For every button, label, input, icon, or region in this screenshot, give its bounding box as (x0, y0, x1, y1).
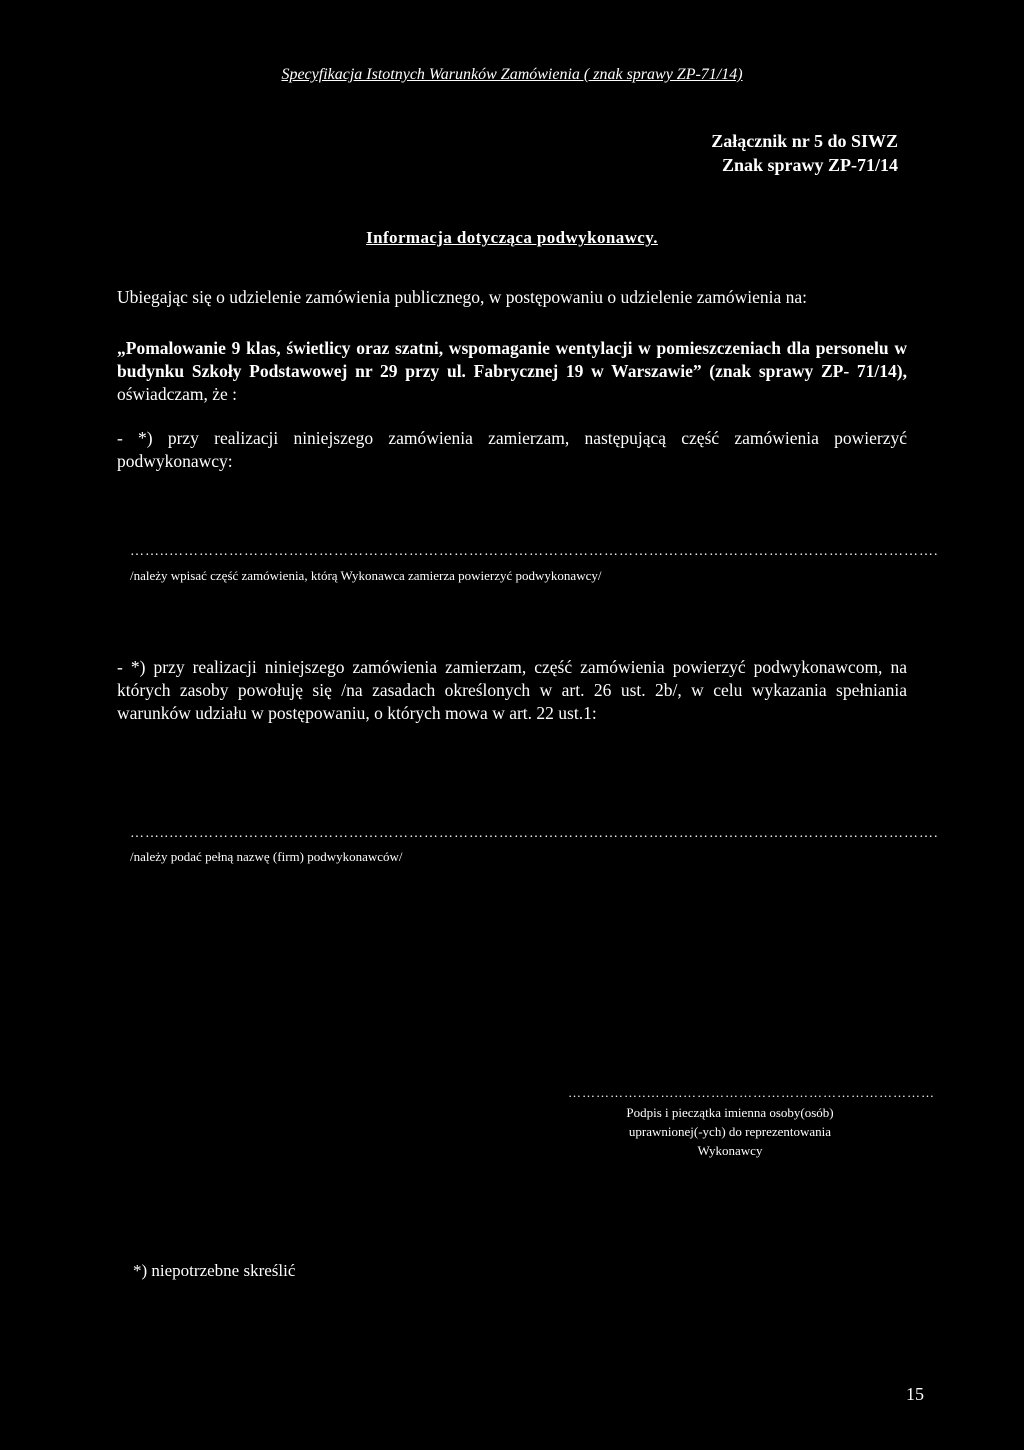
attachment-label (711, 129, 898, 177)
footnote: *) niepotrzebne skreślić (133, 1261, 296, 1280)
option-1-fill-line: ……..………………………………………………………………………………………………………………………………………. (130, 544, 939, 559)
signature-line: ……………..……..……………………………………………… (568, 1085, 935, 1100)
attachment-number: Załącznik nr 5 do SIWZ (711, 131, 898, 151)
option-2-fill-line: ……..………………………………………………………………………………………………………………………………………. (130, 826, 939, 841)
document-header: Specyfikacja Istotnych Warunków Zamówienia ( znak sprawy ZP-71/14) (281, 66, 743, 83)
subject-bold-text: „Pomalowanie 9 klas, świetlicy oraz szatni, wspomaganie wentylacji w pomieszczeniach dla personelu w budynku Szkoły Podstawowej nr 29 przy ul. Fabrycznej 19 w Warszawie” (znak sprawy ZP- 71/14), (117, 338, 907, 381)
option-2-hint: /należy podać pełną nazwę (firm) podwykonawców/ (130, 849, 403, 864)
signature-caption-line-1: Podpis i pieczątka imienna osoby(osób) (626, 1105, 834, 1120)
signature-caption (560, 1103, 900, 1160)
document-title: Informacja dotycząca podwykonawcy. (366, 228, 658, 247)
page-number: 15 (906, 1384, 924, 1404)
signature-caption-line-2: uprawnionej(-ych) do reprezentowania (628, 1124, 832, 1139)
option-1-paragraph: - *) przy realizacji niniejszego zamówienia zamierzam, następującą część zamówienia powierzyć podwykonawcy: (117, 428, 907, 471)
contract-subject (117, 337, 907, 406)
option-1-hint: /należy wpisać część zamówienia, którą Wykonawca zamierza powierzyć podwykonawcy/ (130, 568, 602, 583)
option-2-paragraph: - *) przy realizacji niniejszego zamówienia zamierzam, część zamówienia powierzyć podwykonawcom, na których zasoby powołuję się /na zasadach określonych w art. 26 ust. 2b/, w celu wykazania spełniania warunków udziału w postępowaniu, o których mowa w art. 22 ust.1: (117, 657, 907, 723)
case-number: Znak sprawy ZP-71/14 (721, 155, 898, 175)
intro-paragraph: Ubiegając się o udzielenie zamówienia publicznego, w postępowaniu o udzielenie zamówienia na: (117, 287, 808, 307)
declaration-text: oświadczam, że : (117, 384, 238, 404)
signature-caption-line-3: Wykonawcy (697, 1143, 763, 1158)
